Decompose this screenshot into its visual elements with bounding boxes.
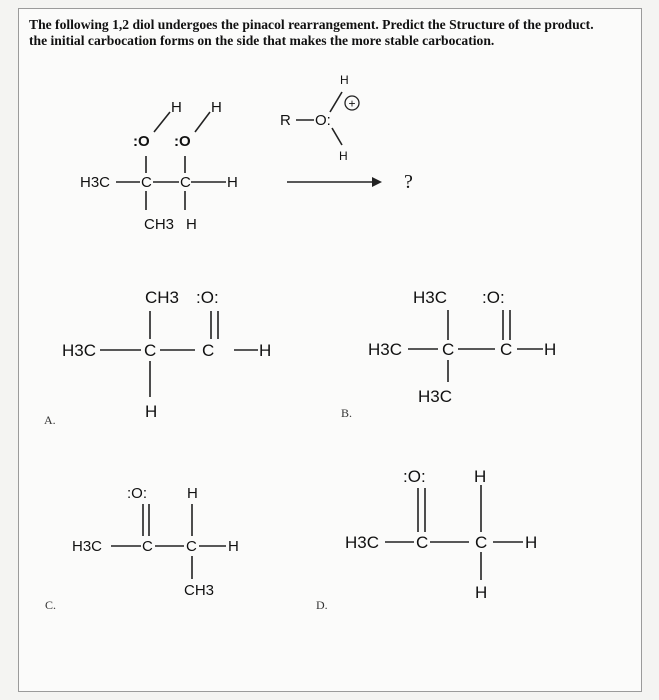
choice-a-o: :O: bbox=[196, 288, 219, 307]
choice-b-h3c-top: H3C bbox=[413, 288, 448, 307]
choice-d-h3c: H3C bbox=[345, 533, 380, 552]
reagent-h-top: H bbox=[340, 73, 349, 87]
choice-b-bonds bbox=[408, 310, 543, 382]
reactant-c1: C bbox=[141, 174, 152, 191]
choice-d-o: :O: bbox=[403, 467, 426, 486]
choice-b-label[interactable]: B. bbox=[341, 406, 353, 420]
reactant-oh-left: :O bbox=[133, 133, 150, 150]
choice-c-label[interactable]: C. bbox=[45, 598, 57, 612]
choice-c-h3c: H3C bbox=[72, 538, 103, 555]
reactant-h-right: H bbox=[211, 99, 222, 116]
reactant-bonds bbox=[116, 112, 226, 210]
choice-d-h-bottom: H bbox=[475, 583, 488, 602]
reagent-o: O: bbox=[315, 112, 331, 129]
choice-d-c2: C bbox=[475, 533, 488, 552]
choice-a-h-bottom: H bbox=[145, 402, 158, 421]
choice-c-h-end: H bbox=[228, 538, 239, 555]
reagent-h-bottom: H bbox=[339, 149, 348, 163]
choice-c-o: :O: bbox=[127, 485, 148, 502]
choice-a-label[interactable]: A. bbox=[44, 413, 56, 427]
choice-c-ch3: CH3 bbox=[184, 582, 215, 599]
choice-a-c2: C bbox=[202, 341, 215, 360]
reactant-c2: C bbox=[180, 174, 191, 191]
choice-b-h-end: H bbox=[544, 340, 557, 359]
choice-b-c1: C bbox=[442, 340, 455, 359]
choice-b-o: :O: bbox=[482, 288, 505, 307]
reactant-h3c: H3C bbox=[80, 174, 111, 191]
choice-a-ch3: CH3 bbox=[145, 288, 180, 307]
choice-a-h3c: H3C bbox=[62, 341, 97, 360]
choice-d-label[interactable]: D. bbox=[316, 598, 328, 612]
choice-d-c1: C bbox=[416, 533, 429, 552]
choice-a-bonds bbox=[100, 311, 258, 397]
choice-b-h3c: H3C bbox=[368, 340, 403, 359]
choice-a-h-end: H bbox=[259, 341, 272, 360]
choice-b-h3c-bottom: H3C bbox=[418, 387, 453, 406]
choice-c-c1: C bbox=[142, 538, 153, 555]
choice-d-h-end: H bbox=[525, 533, 538, 552]
reactant-h-bottom: H bbox=[186, 216, 197, 233]
question-line-1: The following 1,2 diol undergoes the pinacol rearrangement. Predict the Structure of the product. bbox=[29, 17, 594, 32]
question-line-2: the initial carbocation forms on the side that makes the more stable carbocation. bbox=[29, 33, 495, 48]
choice-c-bonds bbox=[111, 504, 226, 579]
unknown-product: ? bbox=[404, 171, 413, 193]
reactant-ch3: CH3 bbox=[144, 216, 175, 233]
choice-c-c2: C bbox=[186, 538, 197, 555]
reactant-h-left: H bbox=[171, 99, 182, 116]
choice-d-h-top: H bbox=[474, 467, 487, 486]
reagent-charge: + bbox=[348, 96, 356, 111]
choice-d-bonds bbox=[385, 485, 523, 580]
arrow-head bbox=[372, 177, 382, 187]
reactant-oh-right: :O bbox=[174, 133, 191, 150]
reagent-r: R bbox=[280, 112, 291, 129]
choice-a-c1: C bbox=[144, 341, 157, 360]
reactant-h-end: H bbox=[227, 174, 238, 191]
choice-b-c2: C bbox=[500, 340, 513, 359]
choice-c-h-top: H bbox=[187, 485, 198, 502]
